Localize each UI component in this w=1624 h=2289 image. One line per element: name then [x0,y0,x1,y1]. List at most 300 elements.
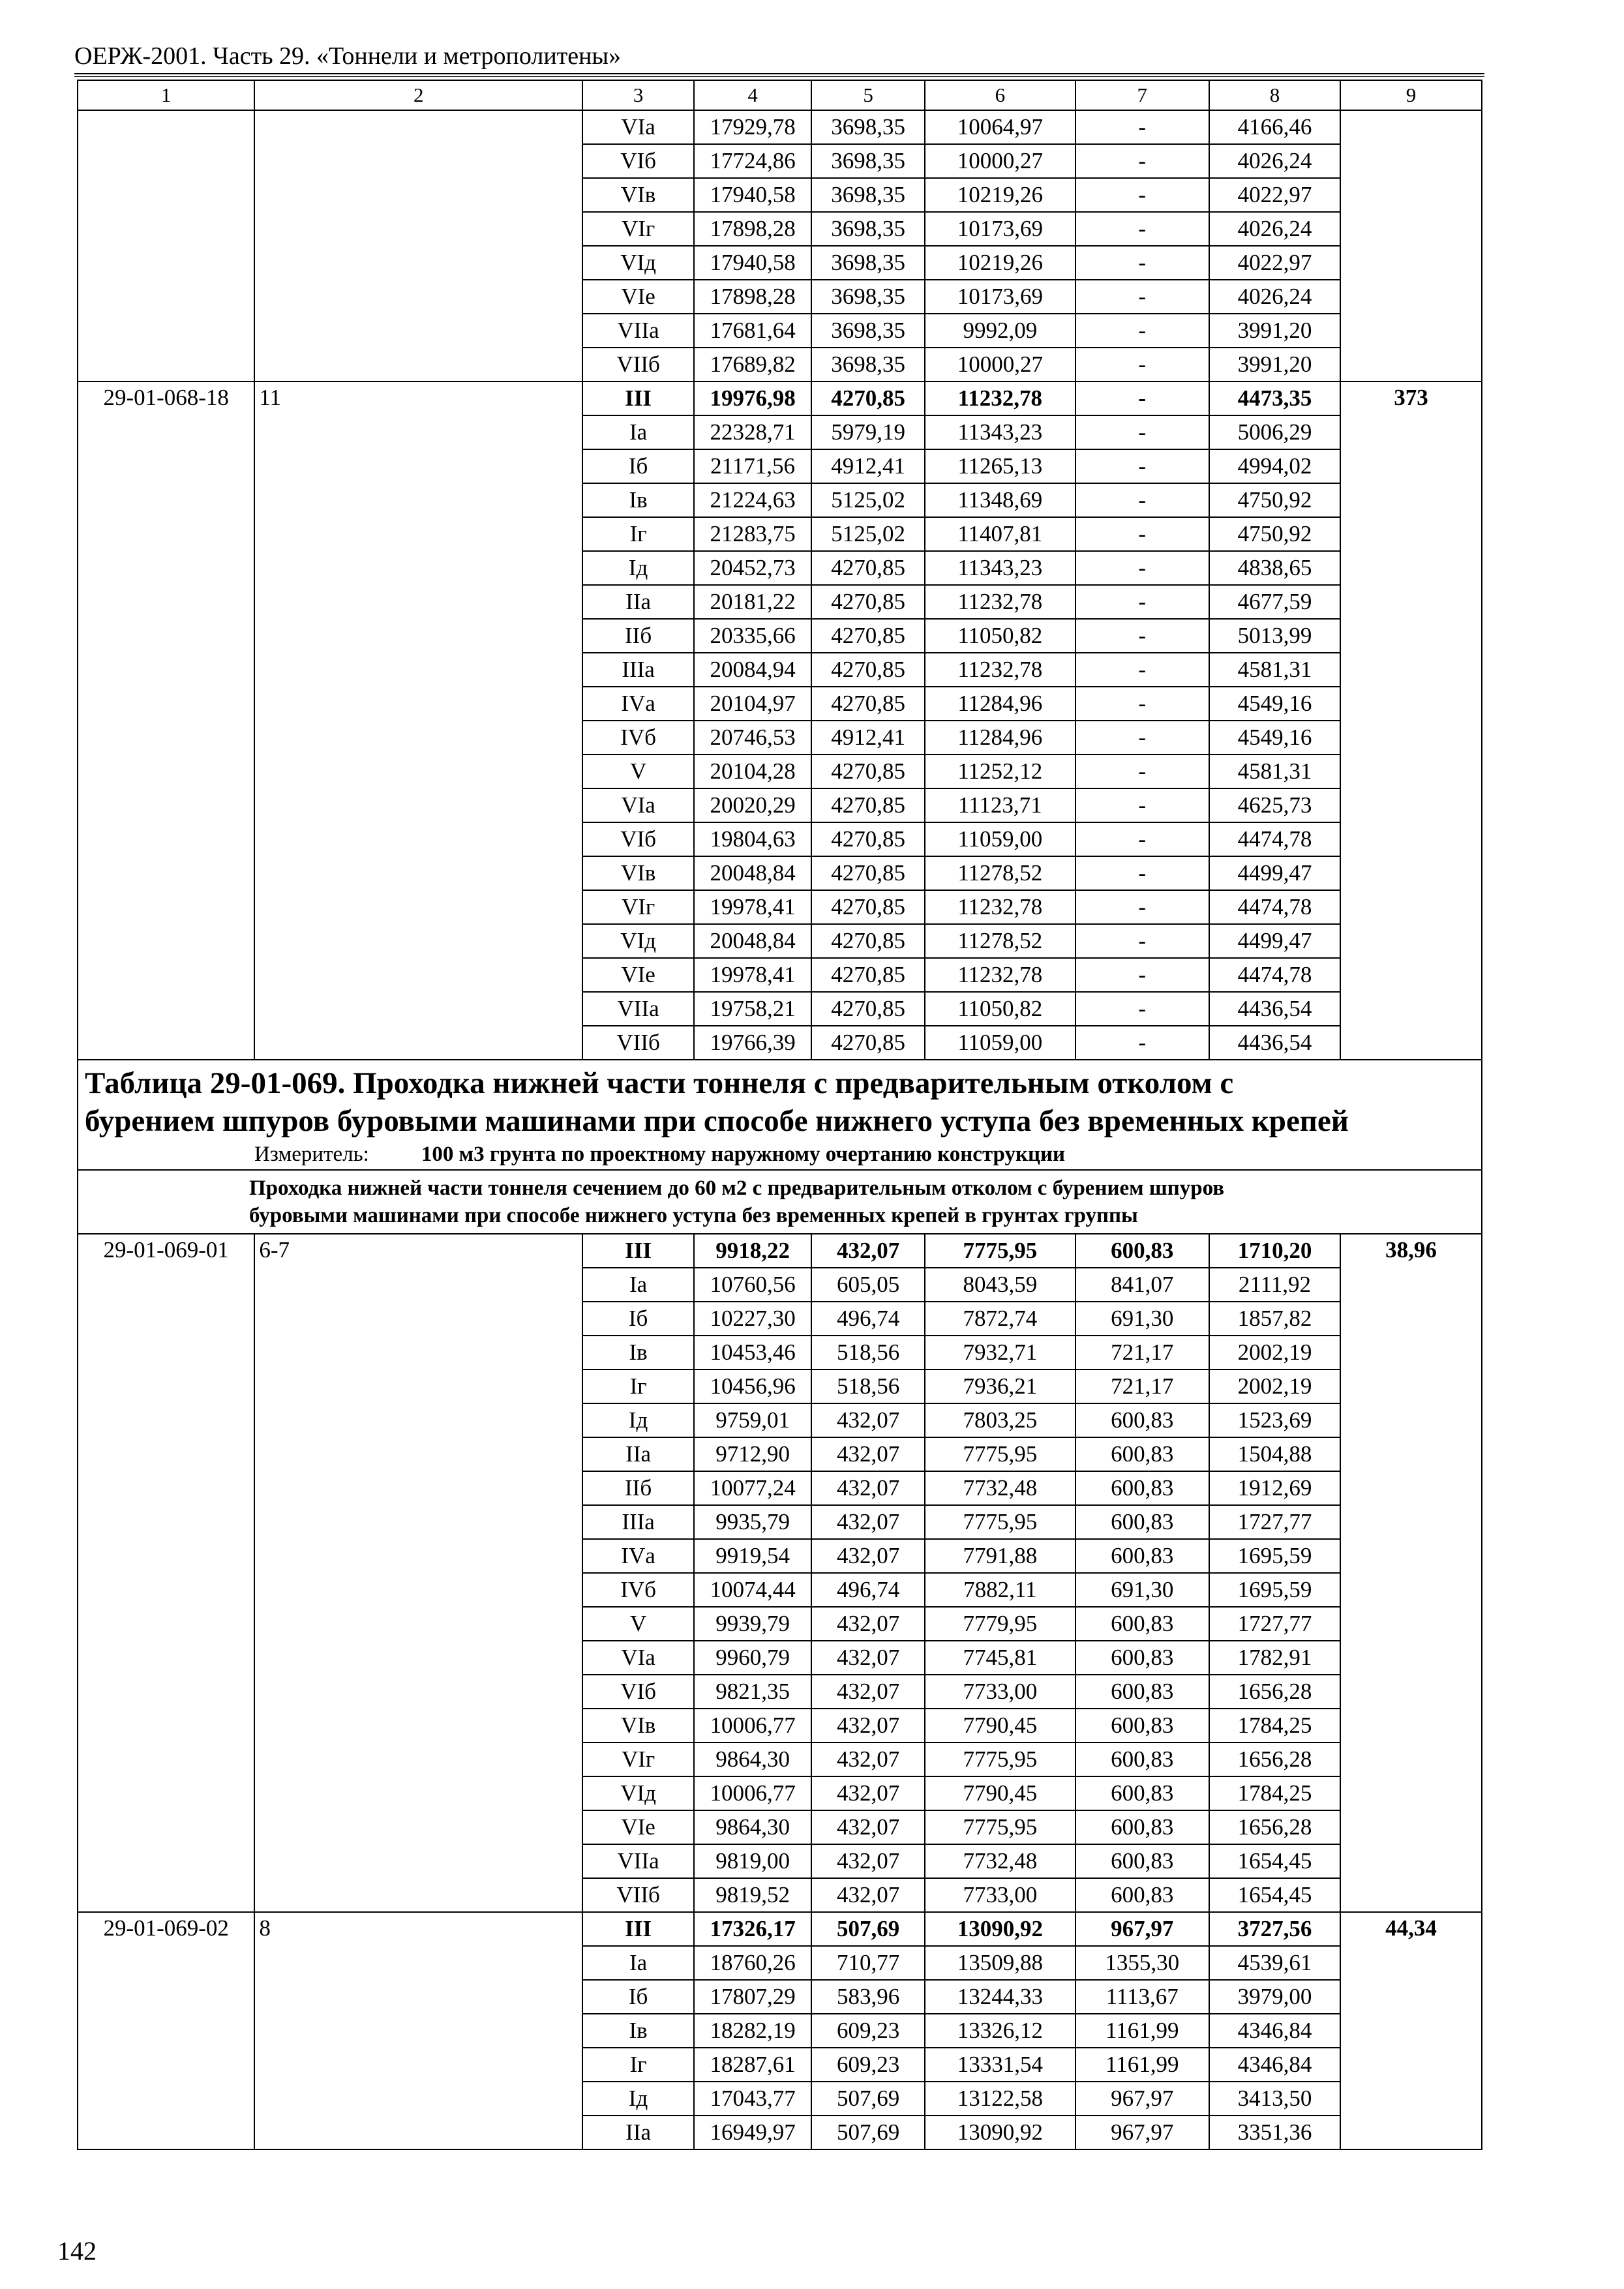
value-cell: 3727,56 [1209,1912,1340,1946]
value-cell: 11343,23 [925,551,1075,585]
page-number: 142 [57,2236,97,2266]
value-cell: 1654,45 [1209,1878,1340,1912]
value-cell: 518,56 [811,1336,925,1369]
value-cell: 3698,35 [811,110,925,144]
value-cell: 1727,77 [1209,1607,1340,1641]
value-cell: - [1075,517,1209,551]
soil-group-cell: 8 [254,1912,582,2149]
value-cell: 1504,88 [1209,1437,1340,1471]
col9-cell [1340,110,1482,382]
value-cell: 432,07 [811,1810,925,1844]
value-cell: 7775,95 [925,1505,1075,1539]
unit-value: 100 м3 грунта по проектному наружному очертанию конструкции [421,1143,1066,1166]
value-cell: 432,07 [811,1437,925,1471]
soil-category-cell: IIIа [582,653,694,687]
value-cell: 4270,85 [811,755,925,788]
soil-category-cell: III [582,1912,694,1946]
soil-category-cell: IIа [582,2116,694,2149]
column-number-cell: 2 [254,80,582,110]
soil-category-cell: VIIб [582,1026,694,1060]
value-cell: 10760,56 [694,1268,811,1302]
value-cell: 4346,84 [1209,2014,1340,2048]
unit-of-measure [85,1143,1475,1167]
value-cell: 1727,77 [1209,1505,1340,1539]
value-cell: 20452,73 [694,551,811,585]
value-cell: 1695,59 [1209,1573,1340,1607]
value-cell: 18282,19 [694,2014,811,2048]
value-cell: 600,83 [1075,1810,1209,1844]
value-cell: 4026,24 [1209,212,1340,246]
value-cell: 841,07 [1075,1268,1209,1302]
value-cell: 17326,17 [694,1912,811,1946]
value-cell: 7775,95 [925,1743,1075,1776]
value-cell: 4270,85 [811,1026,925,1060]
value-cell: 1161,99 [1075,2048,1209,2082]
value-cell: 13331,54 [925,2048,1075,2082]
value-cell: 10064,97 [925,110,1075,144]
value-cell: - [1075,246,1209,280]
value-cell: 9992,09 [925,314,1075,348]
soil-category-cell: IVа [582,1539,694,1573]
value-cell: 4436,54 [1209,992,1340,1026]
value-cell: - [1075,958,1209,992]
value-cell: 17898,28 [694,280,811,314]
value-cell: 691,30 [1075,1573,1209,1607]
rate-code-cell: 29-01-069-02 [78,1912,254,2149]
table-title-line: Таблица 29-01-069. Проходка нижней части тоннеля с предварительным отколом с [85,1066,1234,1100]
value-cell: 20048,84 [694,924,811,958]
value-cell: 20020,29 [694,788,811,822]
soil-category-cell: VIIб [582,348,694,382]
value-cell: 7932,71 [925,1336,1075,1369]
value-cell: 432,07 [811,1234,925,1268]
column-number-cell: 4 [694,80,811,110]
value-cell: 4539,61 [1209,1946,1340,1980]
value-cell: 9864,30 [694,1743,811,1776]
soil-category-cell: III [582,382,694,415]
soil-category-cell: IIа [582,585,694,619]
value-cell: 3698,35 [811,212,925,246]
value-cell: 11343,23 [925,415,1075,449]
soil-category-cell: Iб [582,1980,694,2014]
value-cell: 432,07 [811,1878,925,1912]
value-cell: 3698,35 [811,280,925,314]
value-cell: 4549,16 [1209,687,1340,721]
value-cell: 4270,85 [811,992,925,1026]
value-cell: 600,83 [1075,1607,1209,1641]
value-cell: 721,17 [1075,1336,1209,1369]
value-cell: 13090,92 [925,2116,1075,2149]
value-cell: 5013,99 [1209,619,1340,653]
value-cell: 7803,25 [925,1403,1075,1437]
value-cell: 10227,30 [694,1302,811,1336]
value-cell: 11059,00 [925,1026,1075,1060]
value-cell: 721,17 [1075,1369,1209,1403]
value-cell: 4581,31 [1209,755,1340,788]
soil-category-cell: VIа [582,1641,694,1675]
value-cell: - [1075,483,1209,517]
value-cell: 4436,54 [1209,1026,1340,1060]
value-cell: 11232,78 [925,958,1075,992]
value-cell: 8043,59 [925,1268,1075,1302]
value-cell: - [1075,212,1209,246]
value-cell: 10173,69 [925,212,1075,246]
value-cell: - [1075,992,1209,1026]
table-title-row [78,1060,1482,1170]
rate-code-cell [78,110,254,382]
table-title-cell [78,1060,1482,1170]
value-cell: 9864,30 [694,1810,811,1844]
value-cell: 11284,96 [925,687,1075,721]
value-cell: 3991,20 [1209,314,1340,348]
soil-category-cell: IVа [582,687,694,721]
soil-category-cell: VIIб [582,1878,694,1912]
work-description-line: буровыми машинами при способе нижнего уступа без временных крепей в грунтах группы [249,1204,1138,1227]
soil-category-cell: VIб [582,1675,694,1709]
column-number-cell: 9 [1340,80,1482,110]
value-cell: 4677,59 [1209,585,1340,619]
value-cell: 20104,28 [694,755,811,788]
value-cell: 7779,95 [925,1607,1075,1641]
value-cell: 13326,12 [925,2014,1075,2048]
value-cell: 496,74 [811,1573,925,1607]
table-row [78,382,1482,415]
soil-category-cell: VIг [582,890,694,924]
value-cell: 13509,88 [925,1946,1075,1980]
value-cell: 3979,00 [1209,1980,1340,2014]
value-cell: - [1075,144,1209,178]
value-cell: 7732,48 [925,1844,1075,1878]
value-cell: 17807,29 [694,1980,811,2014]
value-cell: 11232,78 [925,585,1075,619]
value-cell: 4838,65 [1209,551,1340,585]
value-cell: 11059,00 [925,822,1075,856]
value-cell: 10077,24 [694,1471,811,1505]
value-cell: 7733,00 [925,1675,1075,1709]
value-cell: 4270,85 [811,653,925,687]
column-number-cell: 3 [582,80,694,110]
column-number-row [78,80,1482,110]
value-cell: 11050,82 [925,992,1075,1026]
value-cell: 605,05 [811,1268,925,1302]
value-cell: 4270,85 [811,687,925,721]
value-cell: 600,83 [1075,1709,1209,1743]
value-cell: 4270,85 [811,788,925,822]
value-cell: - [1075,856,1209,890]
value-cell: 432,07 [811,1607,925,1641]
value-cell: 7732,48 [925,1471,1075,1505]
soil-category-cell: Iа [582,1268,694,1302]
work-description-cell [78,1170,1482,1234]
value-cell: 507,69 [811,2082,925,2116]
value-cell: 1656,28 [1209,1810,1340,1844]
col9-cell: 44,34 [1340,1912,1482,2149]
value-cell: 600,83 [1075,1505,1209,1539]
value-cell: - [1075,619,1209,653]
value-cell: 11265,13 [925,449,1075,483]
value-cell: 1656,28 [1209,1675,1340,1709]
value-cell: 22328,71 [694,415,811,449]
column-number-cell: 6 [925,80,1075,110]
soil-category-cell: VIа [582,110,694,144]
value-cell: 7775,95 [925,1810,1075,1844]
value-cell: 4549,16 [1209,721,1340,755]
value-cell: 600,83 [1075,1471,1209,1505]
value-cell: 4022,97 [1209,246,1340,280]
value-cell: 4026,24 [1209,280,1340,314]
soil-category-cell: VIIа [582,1844,694,1878]
value-cell: 3991,20 [1209,348,1340,382]
column-number-cell: 1 [78,80,254,110]
value-cell: - [1075,822,1209,856]
value-cell: 1355,30 [1075,1946,1209,1980]
value-cell: 600,83 [1075,1776,1209,1810]
soil-category-cell: VIIа [582,992,694,1026]
header-rule [74,73,1484,74]
value-cell: 4270,85 [811,551,925,585]
soil-category-cell: VIг [582,1743,694,1776]
value-cell: 17724,86 [694,144,811,178]
soil-category-cell: III [582,1234,694,1268]
value-cell: 4270,85 [811,958,925,992]
value-cell: 1710,20 [1209,1234,1340,1268]
soil-category-cell: IIб [582,1471,694,1505]
soil-category-cell: IVб [582,721,694,755]
value-cell: 1784,25 [1209,1776,1340,1810]
value-cell: 1695,59 [1209,1539,1340,1573]
value-cell: 7882,11 [925,1573,1075,1607]
value-cell: 3698,35 [811,246,925,280]
value-cell: 4750,92 [1209,483,1340,517]
soil-category-cell: Iа [582,1946,694,1980]
value-cell: 9759,01 [694,1403,811,1437]
value-cell: - [1075,653,1209,687]
value-cell: 967,97 [1075,2116,1209,2149]
value-cell: 17940,58 [694,246,811,280]
value-cell: 4474,78 [1209,958,1340,992]
value-cell: 600,83 [1075,1675,1209,1709]
soil-category-cell: VIб [582,822,694,856]
value-cell: 507,69 [811,1912,925,1946]
soil-category-cell: Iб [582,449,694,483]
value-cell: 432,07 [811,1675,925,1709]
value-cell: 20181,22 [694,585,811,619]
col9-cell: 373 [1340,382,1482,1060]
soil-category-cell: Iг [582,517,694,551]
value-cell: 4581,31 [1209,653,1340,687]
value-cell: 9821,35 [694,1675,811,1709]
value-cell: 4270,85 [811,619,925,653]
value-cell: - [1075,382,1209,415]
unit-label: Измеритель: [254,1143,369,1166]
value-cell: 20746,53 [694,721,811,755]
value-cell: 17898,28 [694,212,811,246]
value-cell: 4270,85 [811,856,925,890]
value-cell: 3698,35 [811,314,925,348]
rate-code-cell: 29-01-069-01 [78,1234,254,1912]
value-cell: 13090,92 [925,1912,1075,1946]
value-cell: 3351,36 [1209,2116,1340,2149]
value-cell: 3698,35 [811,144,925,178]
soil-category-cell: Iг [582,2048,694,2082]
value-cell: 3698,35 [811,348,925,382]
value-cell: 432,07 [811,1743,925,1776]
value-cell: 4474,78 [1209,890,1340,924]
rates-table [77,80,1482,2150]
value-cell: 9819,52 [694,1878,811,1912]
value-cell: 432,07 [811,1471,925,1505]
soil-category-cell: VIIа [582,314,694,348]
value-cell: 10074,44 [694,1573,811,1607]
value-cell: 10219,26 [925,178,1075,212]
value-cell: 4270,85 [811,890,925,924]
value-cell: - [1075,721,1209,755]
value-cell: - [1075,755,1209,788]
value-cell: 7775,95 [925,1437,1075,1471]
value-cell: 9712,90 [694,1437,811,1471]
value-cell: 4270,85 [811,585,925,619]
value-cell: 7733,00 [925,1878,1075,1912]
rate-code-cell: 29-01-068-18 [78,382,254,1060]
value-cell: 4474,78 [1209,822,1340,856]
value-cell: 19766,39 [694,1026,811,1060]
value-cell: 600,83 [1075,1641,1209,1675]
value-cell: 609,23 [811,2048,925,2082]
soil-category-cell: VIв [582,856,694,890]
value-cell: 1654,45 [1209,1844,1340,1878]
soil-category-cell: Iв [582,1336,694,1369]
value-cell: 2002,19 [1209,1336,1340,1369]
col9-cell: 38,96 [1340,1234,1482,1912]
header-rule-thin [74,76,1484,77]
value-cell: 4166,46 [1209,110,1340,144]
value-cell: 1161,99 [1075,2014,1209,2048]
soil-group-cell: 6-7 [254,1234,582,1912]
value-cell: 20084,94 [694,653,811,687]
value-cell: 600,83 [1075,1403,1209,1437]
value-cell: 5006,29 [1209,415,1340,449]
value-cell: 9960,79 [694,1641,811,1675]
value-cell: 600,83 [1075,1437,1209,1471]
value-cell: 4994,02 [1209,449,1340,483]
value-cell: - [1075,924,1209,958]
soil-category-cell: VIа [582,788,694,822]
value-cell: 19976,98 [694,382,811,415]
value-cell: 20335,66 [694,619,811,653]
value-cell: 496,74 [811,1302,925,1336]
value-cell: 11232,78 [925,382,1075,415]
value-cell: - [1075,1026,1209,1060]
value-cell: 11232,78 [925,890,1075,924]
soil-category-cell: Iв [582,2014,694,2048]
work-description-line: Проходка нижней части тоннеля сечением до 60 м2 с предварительным отколом с бурением шпуров [249,1176,1225,1200]
value-cell: 4270,85 [811,382,925,415]
value-cell: 4499,47 [1209,924,1340,958]
value-cell: 11050,82 [925,619,1075,653]
value-cell: 11278,52 [925,924,1075,958]
value-cell: 11123,71 [925,788,1075,822]
value-cell: - [1075,788,1209,822]
value-cell: 5125,02 [811,483,925,517]
value-cell: 18760,26 [694,1946,811,1980]
value-cell: - [1075,551,1209,585]
value-cell: 7791,88 [925,1539,1075,1573]
value-cell: - [1075,449,1209,483]
soil-category-cell: Iг [582,1369,694,1403]
value-cell: 4270,85 [811,822,925,856]
value-cell: 11407,81 [925,517,1075,551]
soil-category-cell: VIв [582,178,694,212]
value-cell: 19758,21 [694,992,811,1026]
column-number-cell: 7 [1075,80,1209,110]
value-cell: 20104,97 [694,687,811,721]
value-cell: 4022,97 [1209,178,1340,212]
value-cell: - [1075,687,1209,721]
value-cell: 4473,35 [1209,382,1340,415]
value-cell: 1782,91 [1209,1641,1340,1675]
value-cell: 7872,74 [925,1302,1075,1336]
soil-category-cell: Iд [582,551,694,585]
soil-category-cell: VIе [582,958,694,992]
value-cell: 21171,56 [694,449,811,483]
value-cell: 10219,26 [925,246,1075,280]
soil-category-cell: IIа [582,1437,694,1471]
value-cell: 432,07 [811,1539,925,1573]
soil-category-cell: Iб [582,1302,694,1336]
value-cell: 4346,84 [1209,2048,1340,2082]
soil-category-cell: Iв [582,483,694,517]
value-cell: 7790,45 [925,1776,1075,1810]
value-cell: 9935,79 [694,1505,811,1539]
value-cell: 10006,77 [694,1709,811,1743]
value-cell: 600,83 [1075,1878,1209,1912]
value-cell: - [1075,110,1209,144]
column-number-cell: 8 [1209,80,1340,110]
value-cell: 13244,33 [925,1980,1075,2014]
table-row [78,1234,1482,1268]
value-cell: 4912,41 [811,449,925,483]
soil-group-cell: 11 [254,382,582,1060]
soil-category-cell: VIд [582,924,694,958]
column-number-cell: 5 [811,80,925,110]
running-head: ОЕРЖ-2001. Часть 29. «Тоннели и метрополитены» [74,42,622,70]
value-cell: 17940,58 [694,178,811,212]
value-cell: 432,07 [811,1709,925,1743]
value-cell: 3413,50 [1209,2082,1340,2116]
value-cell: 1656,28 [1209,1743,1340,1776]
value-cell: 967,97 [1075,2082,1209,2116]
work-description-row [78,1170,1482,1234]
value-cell: 21224,63 [694,483,811,517]
value-cell: 11348,69 [925,483,1075,517]
value-cell: 9819,00 [694,1844,811,1878]
value-cell: 4499,47 [1209,856,1340,890]
value-cell: 11252,12 [925,755,1075,788]
value-cell: 1113,67 [1075,1980,1209,2014]
value-cell: - [1075,178,1209,212]
value-cell: 600,83 [1075,1539,1209,1573]
value-cell: 967,97 [1075,1912,1209,1946]
soil-category-cell: Iа [582,415,694,449]
value-cell: 10453,46 [694,1336,811,1369]
value-cell: 17681,64 [694,314,811,348]
value-cell: 7790,45 [925,1709,1075,1743]
value-cell: - [1075,890,1209,924]
soil-category-cell: IIб [582,619,694,653]
soil-category-cell: VIд [582,246,694,280]
value-cell: 600,83 [1075,1844,1209,1878]
value-cell: 20048,84 [694,856,811,890]
